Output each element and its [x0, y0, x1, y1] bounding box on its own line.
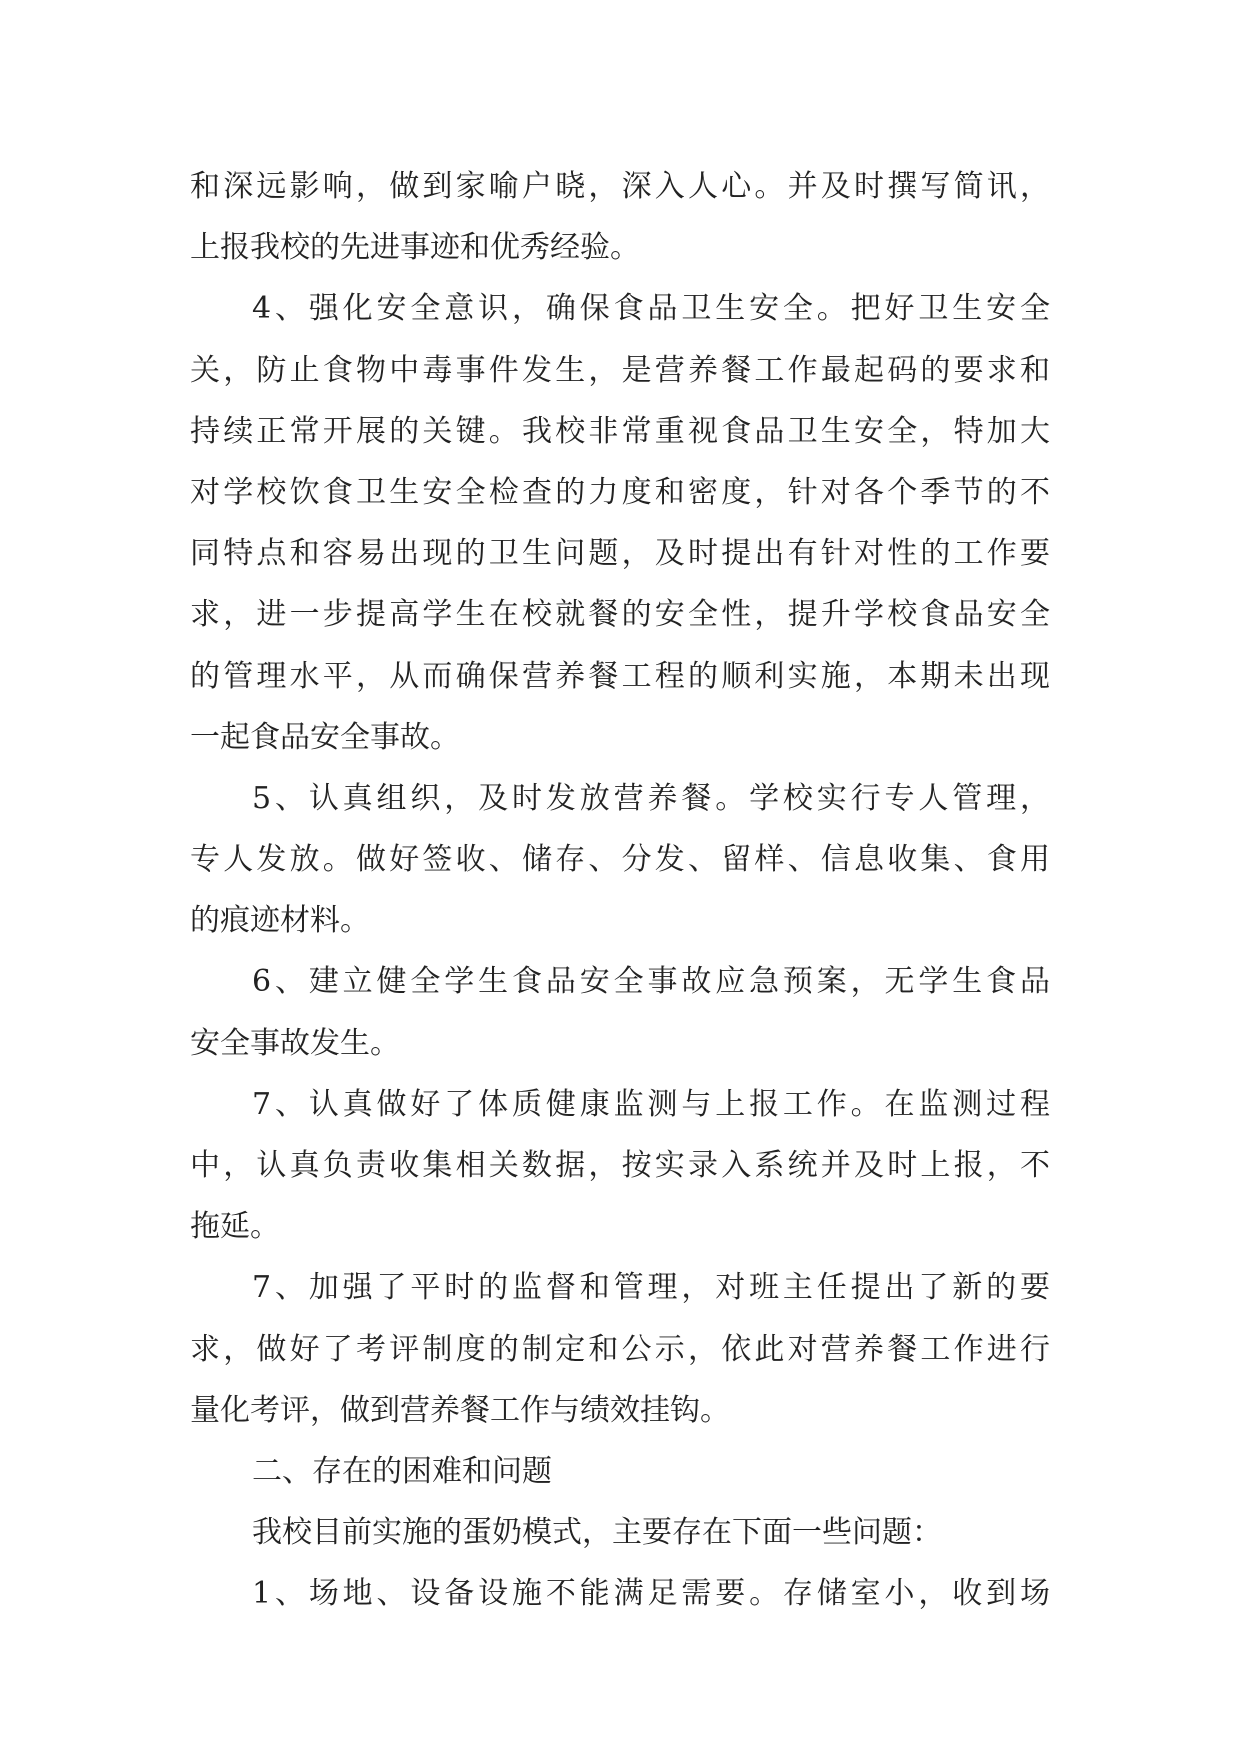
text-line: 5、认真组织，及时发放营养餐。学校实行专人管理， [252, 780, 1050, 816]
document-body [190, 156, 1050, 1625]
text-line: 专人发放。做好签收、储存、分发、留样、信息收集、食用 [190, 842, 1050, 878]
text-line: 1、场地、设备设施不能满足需要。存储室小，收到场 [252, 1576, 1050, 1612]
text-line: 的痕迹材料。 [190, 903, 370, 939]
text-line: 4、强化安全意识，确保食品卫生安全。把好卫生安全 [252, 291, 1050, 327]
text-line: 我校目前实施的蛋奶模式，主要存在下面一些问题： [252, 1515, 942, 1551]
text-line: 安全事故发生。 [190, 1025, 400, 1061]
text-line: 7、认真做好了体质健康监测与上报工作。在监测过程 [252, 1086, 1050, 1122]
text-line: 量化考评，做到营养餐工作与绩效挂钩。 [190, 1392, 730, 1428]
text-line: 中，认真负责收集相关数据，按实录入系统并及时上报，不 [190, 1148, 1050, 1183]
text-line: 7、加强了平时的监督和管理，对班主任提出了新的要 [252, 1270, 1050, 1306]
text-line: 求，做好了考评制度的制定和公示，依此对营养餐工作进行 [190, 1331, 1050, 1367]
text-line: 和深远影响，做到家喻户晓，深入人心。并及时撰写简讯， [190, 169, 1050, 204]
text-line: 对学校饮食卫生安全检查的力度和密度，针对各个季节的不 [190, 474, 1050, 510]
text-line: 6、建立健全学生食品安全事故应急预案，无学生食品 [252, 964, 1050, 1000]
text-line: 求，进一步提高学生在校就餐的安全性，提升学校食品安全 [190, 597, 1050, 633]
section-heading: 二、存在的困难和问题 [252, 1453, 552, 1489]
text-line: 上报我校的先进事迹和优秀经验。 [190, 230, 640, 266]
text-line: 一起食品安全事故。 [190, 719, 460, 755]
text-line: 持续正常开展的关键。我校非常重视食品卫生安全，特加大 [190, 413, 1050, 449]
text-line: 拖延。 [190, 1209, 280, 1245]
text-line: 的管理水平，从而确保营养餐工程的顺利实施，本期未出现 [190, 658, 1050, 694]
text-line: 关，防止食物中毒事件发生，是营养餐工作最起码的要求和 [190, 352, 1050, 388]
text-line: 同特点和容易出现的卫生问题，及时提出有针对性的工作要 [190, 536, 1050, 572]
